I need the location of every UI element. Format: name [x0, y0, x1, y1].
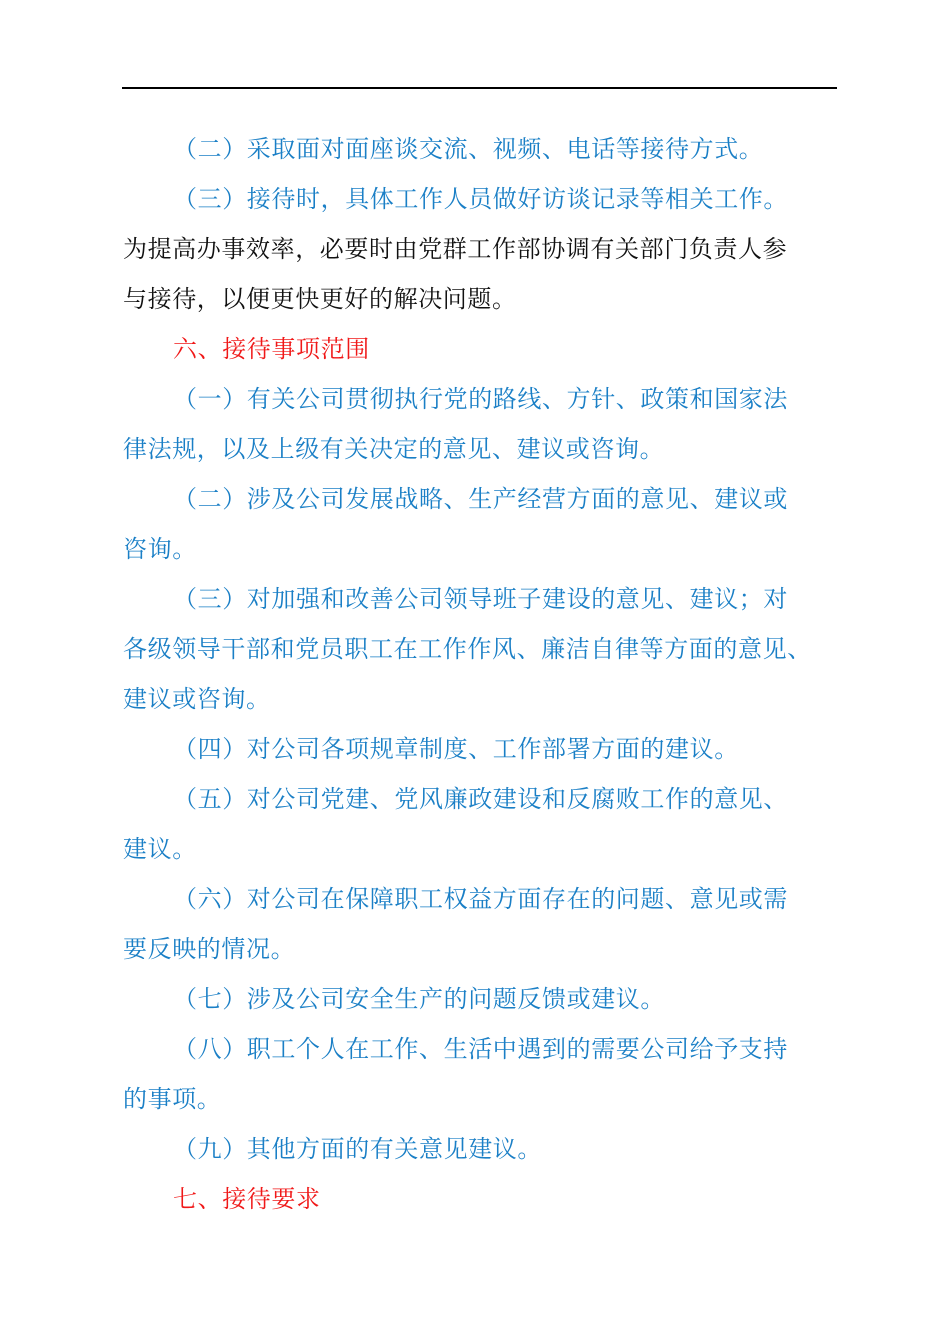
paragraph-line: 律法规，以及上级有关决定的意见、建议或咨询。 [123, 435, 665, 463]
paragraph-line: （二）采取面对面座谈交流、视频、电话等接待方式。 [173, 135, 764, 163]
section-heading: 七、接待要求 [173, 1185, 321, 1213]
paragraph-line: （八）职工个人在工作、生活中遇到的需要公司给予支持 [173, 1035, 788, 1063]
paragraph-line: 咨询。 [123, 535, 197, 563]
paragraph-line: （一）有关公司贯彻执行党的路线、方针、政策和国家法 [173, 385, 788, 413]
paragraph-line: （六）对公司在保障职工权益方面存在的问题、意见或需 [173, 885, 788, 913]
paragraph-line: 各级领导干部和党员职工在工作作风、廉洁自律等方面的意见、 [123, 635, 812, 663]
header-rule [122, 87, 837, 89]
paragraph-line: （五）对公司党建、党风廉政建设和反腐败工作的意见、 [173, 785, 788, 813]
paragraph-line: 建议。 [123, 835, 197, 863]
paragraph-line: 建议或咨询。 [123, 685, 271, 713]
paragraph-line: （七）涉及公司安全生产的问题反馈或建议。 [173, 985, 665, 1013]
paragraph-line: 与接待，以便更快更好的解决问题。 [123, 285, 517, 313]
paragraph-line: （三）接待时，具体工作人员做好访谈记录等相关工作。 [173, 185, 788, 213]
paragraph-line: 的事项。 [123, 1085, 222, 1113]
paragraph-line: 要反映的情况。 [123, 935, 296, 963]
section-heading: 六、接待事项范围 [173, 335, 370, 363]
paragraph-line: （三）对加强和改善公司领导班子建设的意见、建议；对 [173, 585, 788, 613]
paragraph-line: （二）涉及公司发展战略、生产经营方面的意见、建议或 [173, 485, 788, 513]
document-body [123, 124, 843, 1224]
paragraph-line: （四）对公司各项规章制度、工作部署方面的建议。 [173, 735, 739, 763]
paragraph-line: （九）其他方面的有关意见建议。 [173, 1135, 542, 1163]
paragraph-line: 为提高办事效率，必要时由党群工作部协调有关部门负责人参 [123, 235, 788, 263]
